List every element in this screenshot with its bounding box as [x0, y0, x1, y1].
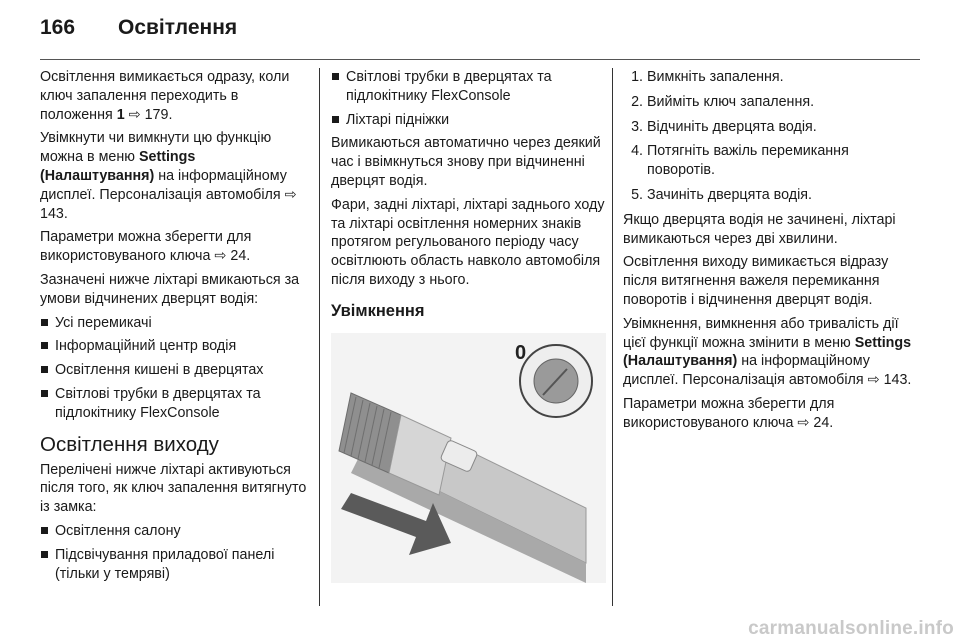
list-item: Освітлення кишені в дверцятах — [40, 361, 308, 380]
paragraph: Освітлення вимикається одразу, коли ключ запалення переходить в положення 1 ⇨ 179. — [40, 69, 290, 123]
page-link[interactable]: 24. — [813, 414, 834, 431]
turn-signal-lever-illustration — [331, 333, 606, 583]
page-reference-icon: ⇨ — [284, 186, 297, 203]
bullet-list — [331, 68, 606, 129]
menu-name: Settings (Налаштування) — [623, 334, 912, 370]
page-link[interactable]: 24. — [230, 248, 251, 265]
column-1 — [40, 68, 308, 588]
paragraph: Освітлення виходу вимикається відразу після витягнення важеля перемикання поворотів і відчинення дверцят водія. — [623, 254, 889, 308]
steps-list — [623, 68, 913, 205]
subsection-heading: Увімкнення — [331, 301, 425, 320]
bullet-list — [40, 314, 308, 423]
paragraph: Вимикаються автоматично через деякий час і ввімкнуться знову при відчиненні дверцят водія. — [331, 135, 601, 189]
column-divider — [612, 68, 613, 606]
list-item: Світлові трубки в дверцятах та підлокітнику FlexConsole — [331, 68, 606, 106]
step-item: 1. Вимкніть запалення. — [631, 69, 784, 85]
page-link[interactable]: 143. — [883, 372, 912, 389]
list-item: Освітлення салону — [40, 522, 308, 541]
page-reference-icon: ⇨ — [797, 414, 810, 431]
paragraph: Фари, задні ліхтарі, ліхтарі заднього ходу та ліхтарі освітлення номерних знаків протягом регульованого періоду часу освітлюють область навколо автомобіля після виходу з нього. — [331, 196, 605, 288]
list-item: Інформаційний центр водія — [40, 337, 308, 356]
column-2 — [331, 68, 606, 583]
list-item: Підсвічування приладової панелі (тільки у темряві) — [40, 546, 308, 584]
page-reference-icon: ⇨ — [214, 248, 227, 265]
section-heading: Освітлення виходу — [40, 432, 219, 456]
watermark: carmanualsonline.info — [748, 618, 954, 639]
bullet-list — [40, 522, 308, 583]
column-divider — [319, 68, 320, 606]
paragraph: Перелічені нижче ліхтарі активуються після того, як ключ запалення витягнуто із замка: — [40, 461, 307, 516]
paragraph: Увімкнути чи вимкнути цю функцію можна в меню Settings (Налаштування) на інформаційному дисплеї. Персоналізація автомобіля ⇨ 143. — [40, 130, 297, 222]
paragraph: Параметри можна зберегти для використовуваного ключа ⇨ 24. — [40, 229, 252, 265]
header-rule — [40, 59, 920, 60]
page-title: Освітлення — [118, 16, 238, 39]
step-item: 5. Зачиніть дверцята водія. — [631, 186, 812, 203]
list-item: Світлові трубки в дверцятах та підлокітнику FlexConsole — [40, 385, 308, 423]
paragraph: Увімкнення, вимкнення або тривалість дії цієї функції можна змінити в меню Settings (Налаштування) на інформаційному дисплеї. Персоналізація автомобіля ⇨ 143. — [623, 315, 912, 389]
page-link[interactable]: 179. — [144, 106, 173, 123]
paragraph: Зазначені нижче ліхтарі вмикаються за умови відчинених дверцят водія: — [40, 271, 300, 307]
paragraph: Якщо дверцята водія не зачинені, ліхтарі вимикаються через дві хвилини. — [623, 211, 896, 247]
page-header — [40, 16, 237, 46]
lever-drawing — [331, 333, 606, 583]
list-item: Усі перемикачі — [40, 314, 308, 333]
switch-position-label: 0 — [515, 341, 527, 364]
list-item: Ліхтарі підніжки — [331, 111, 606, 130]
page-number: 166 — [40, 16, 76, 39]
page-reference-icon: ⇨ — [867, 372, 880, 389]
paragraph: Параметри можна зберегти для використовуваного ключа ⇨ 24. — [623, 395, 835, 431]
step-item: 2. Вийміть ключ запалення. — [631, 93, 815, 110]
page-link[interactable]: 143. — [40, 205, 68, 222]
step-item: 3. Відчиніть дверцята водія. — [631, 118, 817, 135]
menu-name: Settings (Налаштування) — [40, 149, 196, 184]
column-3 — [623, 68, 913, 438]
page-reference-icon: ⇨ — [128, 106, 141, 123]
step-item: 4. Потягніть важіль перемикання поворотів. — [631, 143, 849, 179]
